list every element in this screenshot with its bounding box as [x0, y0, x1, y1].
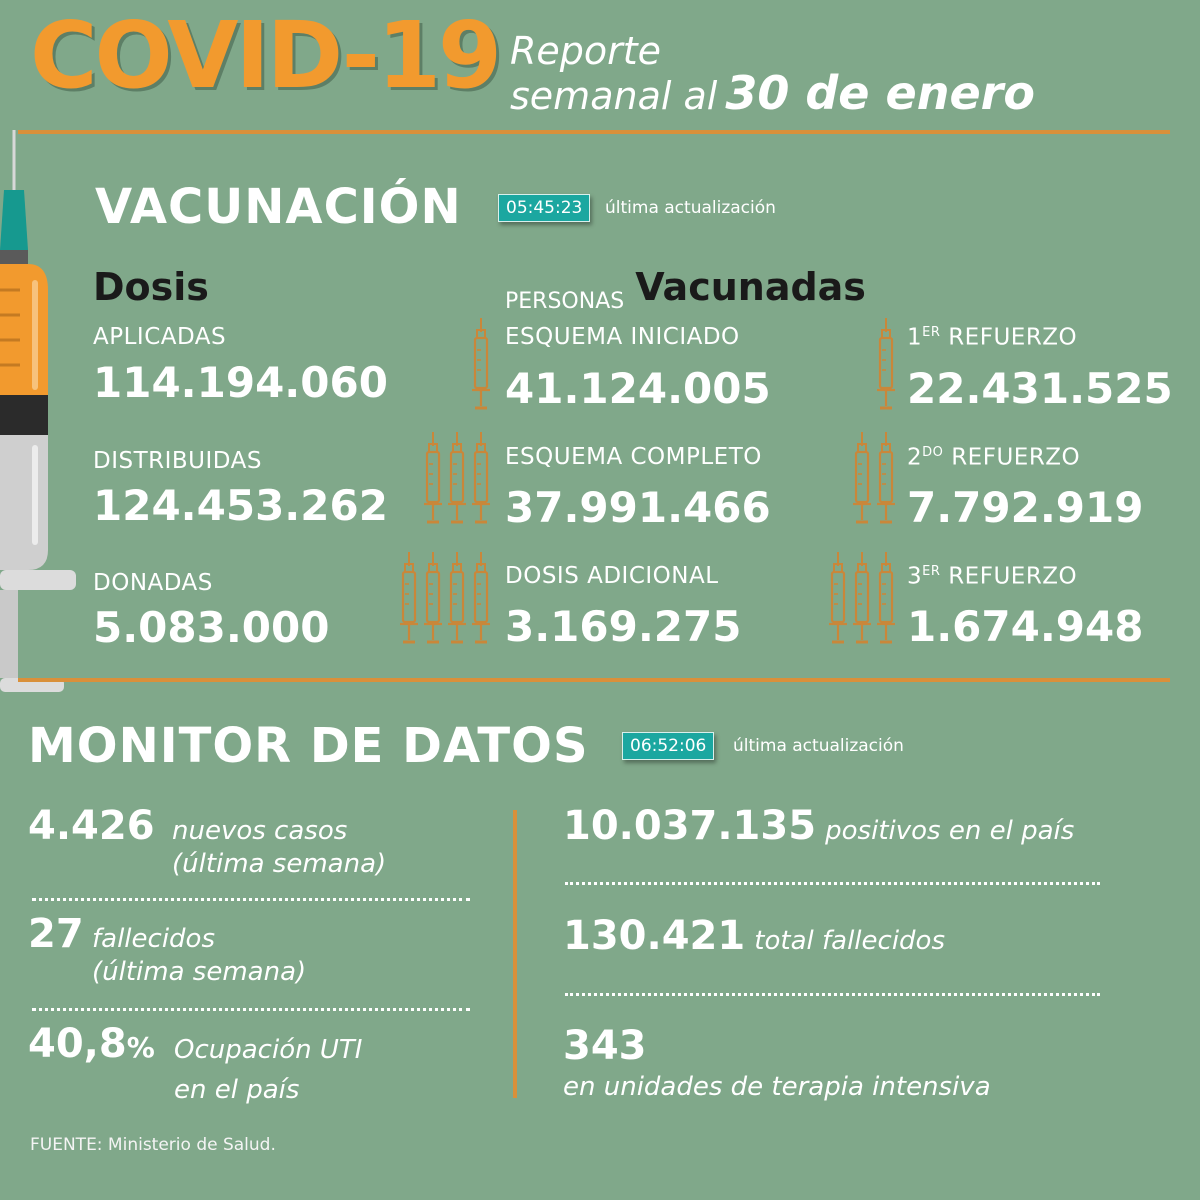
syringe-icon	[446, 432, 468, 527]
personas-value-completo: 37.991.466	[505, 483, 771, 532]
monitor-uti-text2: en el país	[174, 1075, 300, 1106]
personas-prefix: PERSONAS	[505, 289, 625, 314]
monitor-fallecidos-text1: fallecidos	[92, 924, 216, 954]
refuerzo-2-text: REFUERZO	[951, 444, 1081, 471]
refuerzo-1-text: REFUERZO	[948, 324, 1078, 351]
main-title: COVID-19	[30, 2, 499, 109]
monitor-casos-text2: (última semana)	[172, 848, 387, 879]
syringe-icon	[875, 318, 897, 413]
syringe-icon	[470, 432, 492, 527]
syringe-icon	[470, 552, 492, 647]
monitor-uti-count-text: en unidades de terapia intensiva	[563, 1072, 991, 1102]
syringe-icon	[827, 552, 849, 647]
vacunacion-divider	[18, 678, 1170, 682]
dosis-label-distribuidas: DISTRIBUIDAS	[93, 448, 262, 474]
syringe-icon	[875, 432, 897, 527]
monitor-time-badge: 06:52:06	[622, 732, 714, 760]
refuerzo-3-num: 3	[907, 563, 923, 590]
refuerzo-3-sup: ER	[922, 564, 941, 579]
monitor-casos-text1: nuevos casos	[172, 816, 348, 846]
monitor-uti-count-number: 343	[563, 1023, 647, 1069]
monitor-positivos-number: 10.037.135	[563, 803, 817, 849]
syringe-icon	[0, 130, 80, 700]
vacunadas-heading: Vacunadas	[635, 265, 866, 309]
dosis-heading: Dosis	[93, 265, 209, 309]
divider-dotted	[565, 882, 1100, 885]
monitor-total-fallecidos	[563, 913, 946, 959]
source-note: FUENTE: Ministerio de Salud.	[30, 1135, 276, 1155]
syringe-icon	[446, 552, 468, 647]
syringe-icon	[470, 318, 492, 413]
vacunacion-time-badge: 05:45:23	[498, 194, 590, 222]
refuerzo-3-label	[907, 565, 1077, 589]
divider-dotted	[32, 898, 470, 901]
refuerzo-2-value: 7.792.919	[907, 483, 1144, 532]
syringe-icon	[851, 432, 873, 527]
refuerzo-1-num: 1	[907, 324, 923, 351]
monitor-fallecidos-text2: (última semana)	[92, 956, 307, 987]
dosis-value-aplicadas: 114.194.060	[93, 358, 388, 407]
personas-heading	[505, 265, 866, 314]
monitor-vertical-divider	[513, 810, 517, 1098]
personas-value-adicional: 3.169.275	[505, 602, 742, 651]
subtitle-line-1: Reporte	[510, 29, 662, 73]
refuerzo-3-text: REFUERZO	[948, 563, 1078, 590]
dosis-value-distribuidas: 124.453.262	[93, 481, 388, 530]
refuerzo-1-sup: ER	[922, 325, 941, 340]
monitor-fallecidos-text	[92, 923, 306, 988]
divider-dotted	[565, 993, 1100, 996]
personas-label-completo: ESQUEMA COMPLETO	[505, 444, 762, 470]
refuerzo-2-sup: DO	[922, 445, 944, 460]
monitor-fallecidos-number: 27	[28, 911, 84, 957]
refuerzo-2-label	[907, 446, 1080, 470]
vacunacion-update-label: última actualización	[605, 198, 776, 218]
refuerzo-3-value: 1.674.948	[907, 602, 1144, 651]
report-date: 30 de enero	[725, 66, 1035, 120]
monitor-uti-unit: %	[126, 1031, 155, 1064]
monitor-total-fallecidos-number: 130.421	[563, 913, 746, 959]
monitor-casos-number: 4.426	[28, 803, 155, 849]
refuerzo-1-value: 22.431.525	[907, 364, 1173, 413]
monitor-uti-value: 40,8	[28, 1021, 127, 1067]
monitor-positivos-text: positivos en el país	[825, 816, 1075, 846]
refuerzo-2-num: 2	[907, 444, 923, 471]
syringe-icon	[398, 552, 420, 647]
monitor-update-label: última actualización	[733, 736, 904, 756]
divider-dotted	[32, 1008, 470, 1011]
header-divider	[18, 130, 1170, 134]
monitor-uti-text1: Ocupación UTI	[174, 1035, 363, 1065]
monitor-title: MONITOR DE DATOS	[28, 718, 589, 774]
dosis-value-donadas: 5.083.000	[93, 603, 330, 652]
subtitle-line-2	[510, 66, 1035, 120]
dosis-label-donadas: DONADAS	[93, 570, 213, 596]
monitor-total-fallecidos-text: total fallecidos	[754, 926, 946, 956]
vacunacion-title: VACUNACIÓN	[95, 179, 462, 235]
syringe-icon	[422, 552, 444, 647]
monitor-uti-number	[28, 1021, 155, 1067]
personas-label-adicional: DOSIS ADICIONAL	[505, 563, 719, 589]
monitor-positivos	[563, 803, 1075, 849]
syringe-icon	[422, 432, 444, 527]
syringe-icon	[851, 552, 873, 647]
personas-value-iniciado: 41.124.005	[505, 364, 771, 413]
personas-label-iniciado: ESQUEMA INICIADO	[505, 324, 740, 350]
syringe-icon	[875, 552, 897, 647]
refuerzo-1-label	[907, 326, 1077, 350]
dosis-label-aplicadas: APLICADAS	[93, 324, 227, 350]
monitor-uti-text	[174, 1030, 362, 1111]
subtitle-text: semanal al	[510, 74, 718, 118]
monitor-casos-text	[172, 815, 386, 880]
